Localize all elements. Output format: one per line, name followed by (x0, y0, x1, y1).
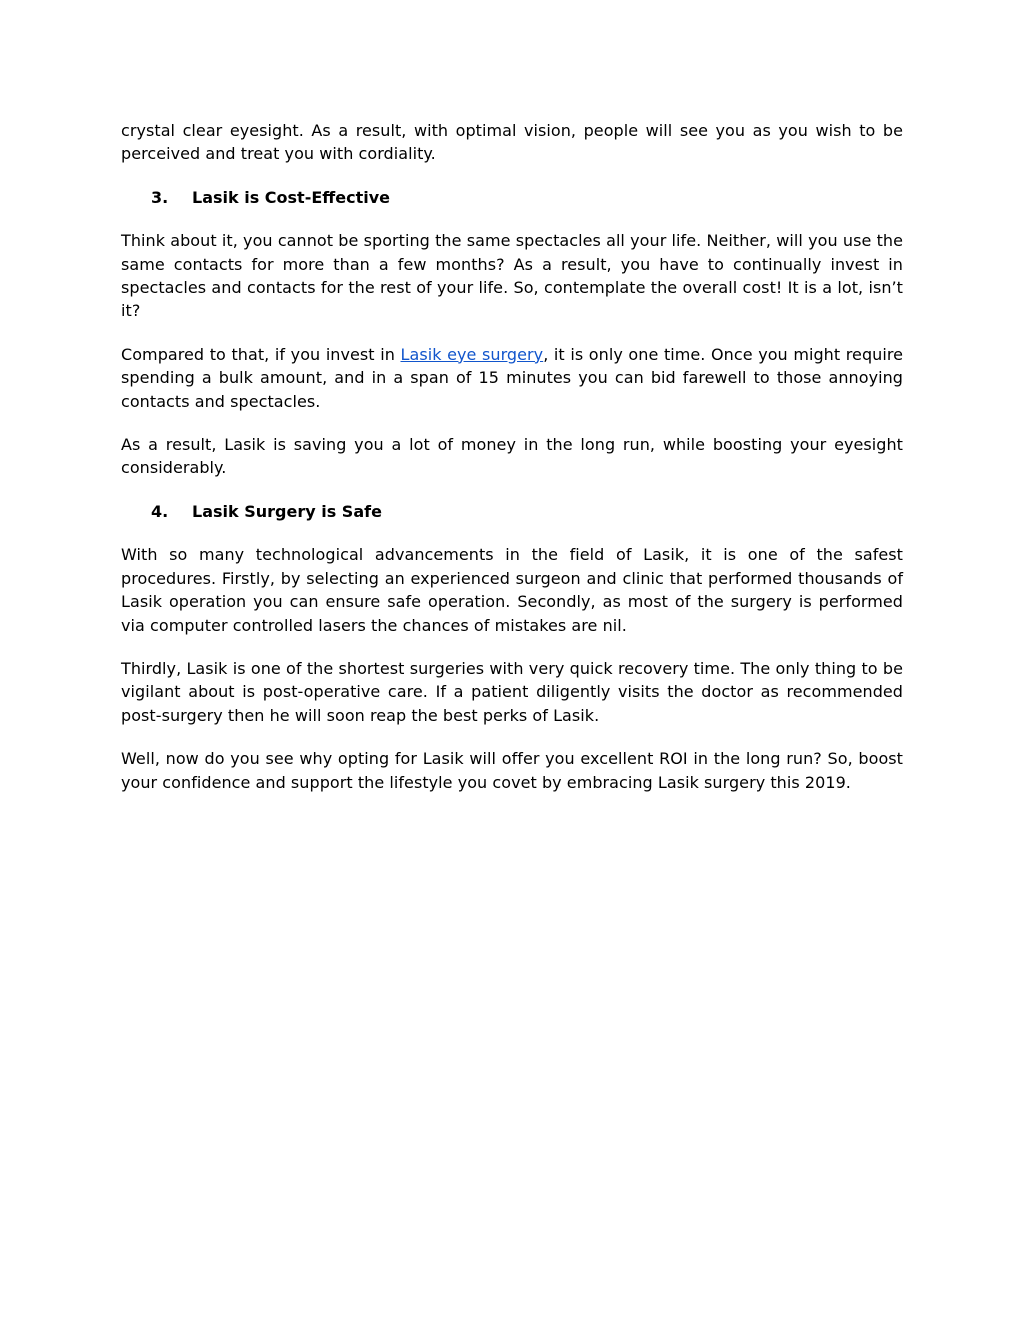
paragraph-text-after-link: , it is only one time. Once you might require spending a bulk amount, and in a span of 15 minutes you can bid farewell to those annoying contacts and spectacles. (121, 344, 904, 411)
section-heading-cost-effective (121, 186, 903, 209)
section-heading-safe (121, 500, 903, 523)
paragraph-cost-2 (121, 343, 903, 413)
lasik-eye-surgery-link[interactable]: Lasik eye surgery (400, 344, 544, 364)
heading-title: Lasik Surgery is Safe (192, 501, 382, 521)
heading-number: 4. (151, 501, 169, 521)
paragraph-safe-1: With so many technological advancements in the field of Lasik, it is one of the safest procedures. Firstly, by selecting an experienced surgeon and clinic that performed thousands of Lasik operation you can ensure safe operation. Secondly, as most of the surgery is performed via computer controlled lasers the chances of mistakes are nil. (121, 545, 903, 635)
heading-title: Lasik is Cost-Effective (192, 187, 390, 207)
paragraph-conclusion: Well, now do you see why opting for Lasik will offer you excellent ROI in the long run? So, boost your confidence and support the lifestyle you covet by embracing Lasik surgery this 2019. (121, 749, 903, 792)
document-page (121, 119, 903, 814)
paragraph-cost-3: As a result, Lasik is saving you a lot of money in the long run, while boosting your eyesight considerably. (121, 435, 903, 478)
paragraph-safe-2: Thirdly, Lasik is one of the shortest surgeries with very quick recovery time. The only thing to be vigilant about is post-operative care. If a patient diligently visits the doctor as recommended post-surgery then he will soon reap the best perks of Lasik. (121, 658, 903, 725)
paragraph-intro-continued: crystal clear eyesight. As a result, with optimal vision, people will see you as you wish to be perceived and treat you with cordiality. (121, 121, 903, 164)
paragraph-cost-1: Think about it, you cannot be sporting the same spectacles all your life. Neither, will you use the same contacts for more than a few months? As a result, you have to continually invest in spectacles and contacts for the rest of your life. So, contemplate the overall cost! It is a lot, isn’t it? (121, 231, 903, 321)
heading-number: 3. (151, 187, 169, 207)
paragraph-text-before-link: Compared to that, if you invest in (121, 344, 401, 364)
